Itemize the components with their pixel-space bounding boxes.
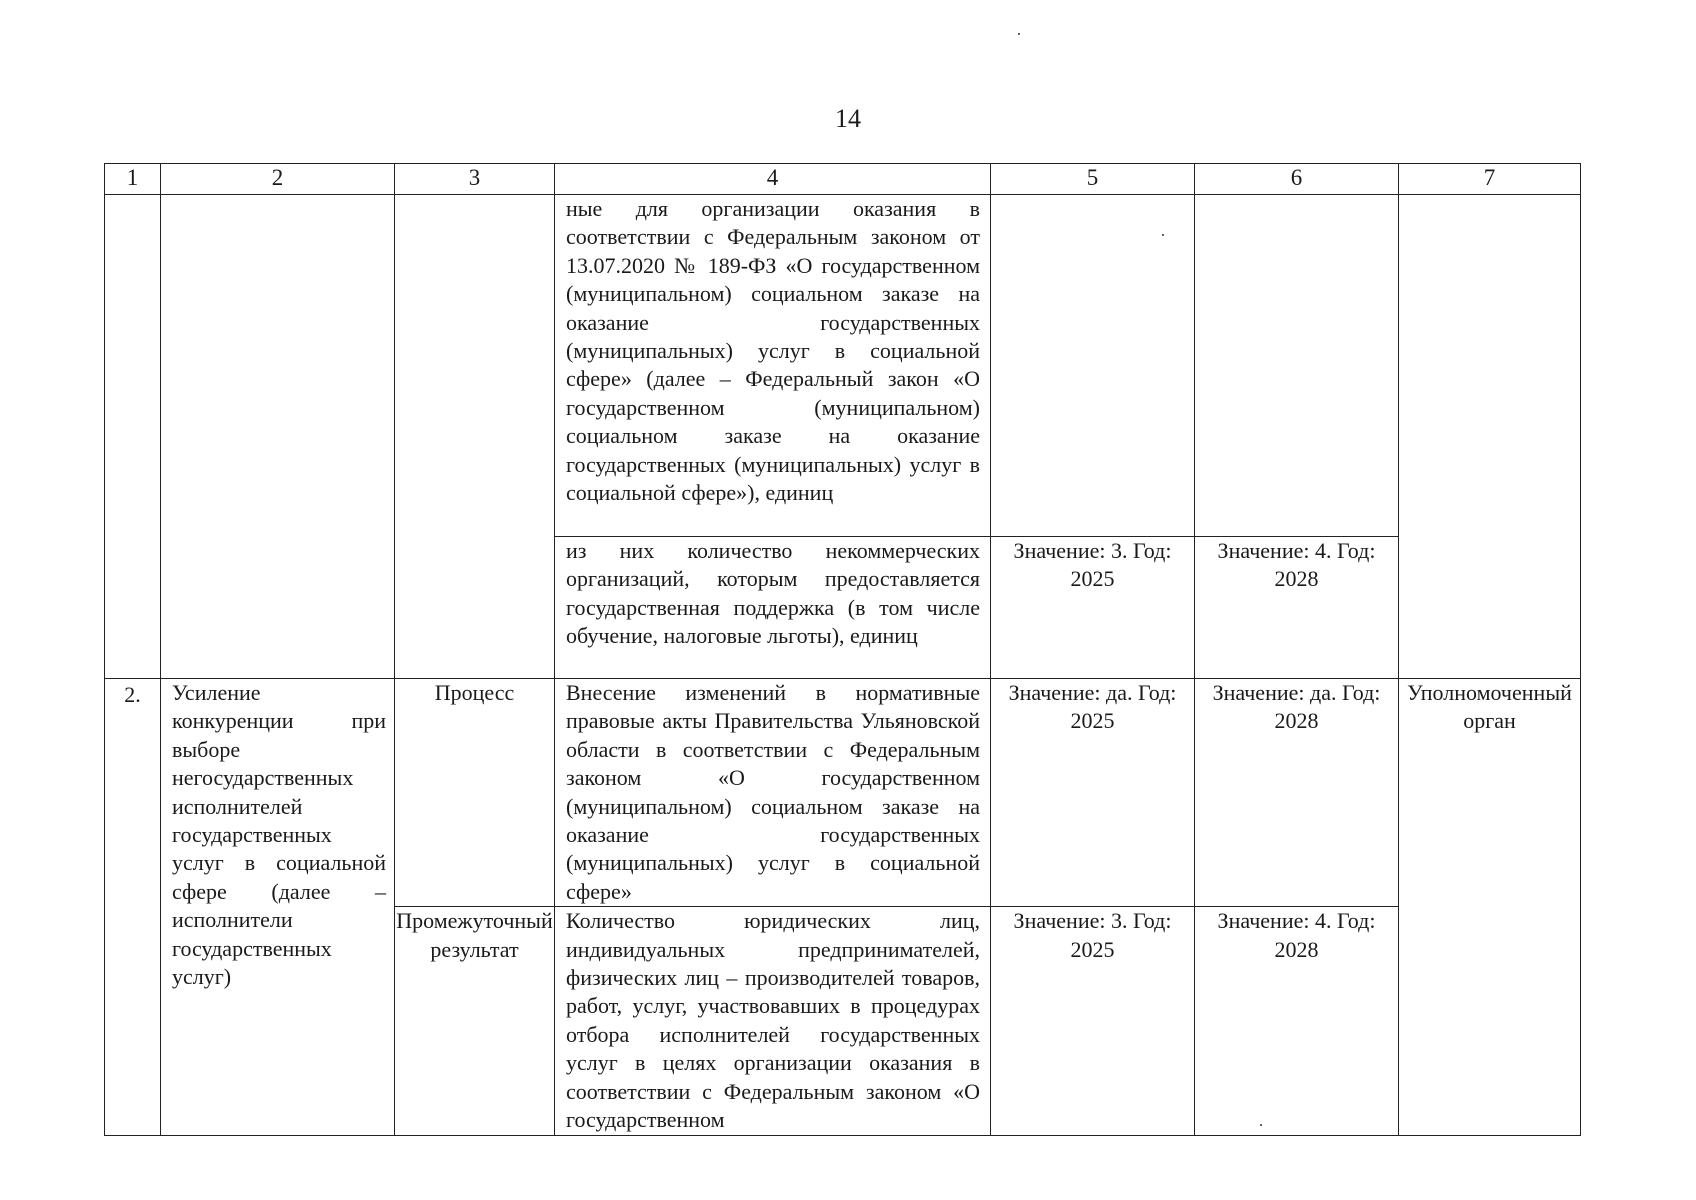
row-2-process [105, 679, 1581, 907]
row-2-sub2-indicator: Количество юридических лиц, индивидуальных предпринимателей, физических лиц – производителей товаров, работ, услуг, участвовавших в процедурах отбора исполнителей государственных услуг в целях организации оказания в соответствии с Федеральным законом «О государственном [555, 907, 991, 1135]
page-number: 14 [835, 104, 861, 133]
plan-table [104, 163, 1581, 1136]
header-row [105, 164, 1581, 195]
row-2-sub1-indicator: Внесение изменений в нормативные правовые акты Правительства Ульяновской области в соответствии с Федеральным законом «О государственном (муниципальном) социальном заказе на оказание государственных (муниципальных) услуг в социальной сфере» [555, 679, 991, 907]
row-2-sub2-type: Промежуточный результат [395, 907, 555, 1135]
header-col-5: 5 [991, 164, 1195, 195]
cont-value-b-5: Значение: 3. Год: 2025 [991, 537, 1195, 679]
row-2-number: 2. [105, 679, 161, 1136]
cont-value-b-6: Значение: 4. Год: 2028 [1195, 537, 1399, 679]
scan-speck [1260, 1124, 1262, 1126]
cont-value-a-6 [1195, 195, 1399, 537]
row-2-sub1-value-5: Значение: да. Год: 2025 [991, 679, 1195, 907]
row-2-responsible: Уполномоченный орган [1399, 679, 1581, 1136]
header-col-7: 7 [1399, 164, 1581, 195]
cont-value-a-5 [991, 195, 1195, 537]
row-2-sub2-value-6: Значение: 4. Год: 2028 [1195, 907, 1399, 1135]
row-2-sub1-value-6: Значение: да. Год: 2028 [1195, 679, 1399, 907]
row-2-sub1-type: Процесс [395, 679, 555, 907]
cont-task-cell [161, 195, 395, 679]
cont-indicator-b: из них количество некоммерческих организаций, которым предоставляется государственная поддержка (в том числе обучение, налоговые льготы), единиц [555, 537, 991, 679]
row-2-task: Усиление конкуренции при выборе негосударственных исполнителей государственных услуг в социальной сфере (далее – исполнители государственных услуг) [161, 679, 395, 1136]
scan-speck [1162, 234, 1164, 236]
header-col-2: 2 [161, 164, 395, 195]
cont-type-cell [395, 195, 555, 679]
row-2-sub2-value-5: Значение: 3. Год: 2025 [991, 907, 1195, 1135]
continuation-row-a [105, 195, 1581, 537]
cont-responsible-cell [1399, 195, 1581, 679]
cont-number-cell [105, 195, 161, 679]
header-col-6: 6 [1195, 164, 1399, 195]
scan-speck [1018, 33, 1020, 35]
header-col-4: 4 [555, 164, 991, 195]
cont-indicator-a: ные для организации оказания в соответствии с Федеральным законом от 13.07.2020 № 189-ФЗ «О государственном (муниципальном) социальном заказе на оказание государственных (муниципальных) услуг в социальной сфере» (далее – Федеральный закон «О государственном (муниципальном) социальном заказе на оказание государственных (муниципальных) услуг в социальной сфере»), единиц [555, 195, 991, 537]
header-col-1: 1 [105, 164, 161, 195]
header-col-3: 3 [395, 164, 555, 195]
